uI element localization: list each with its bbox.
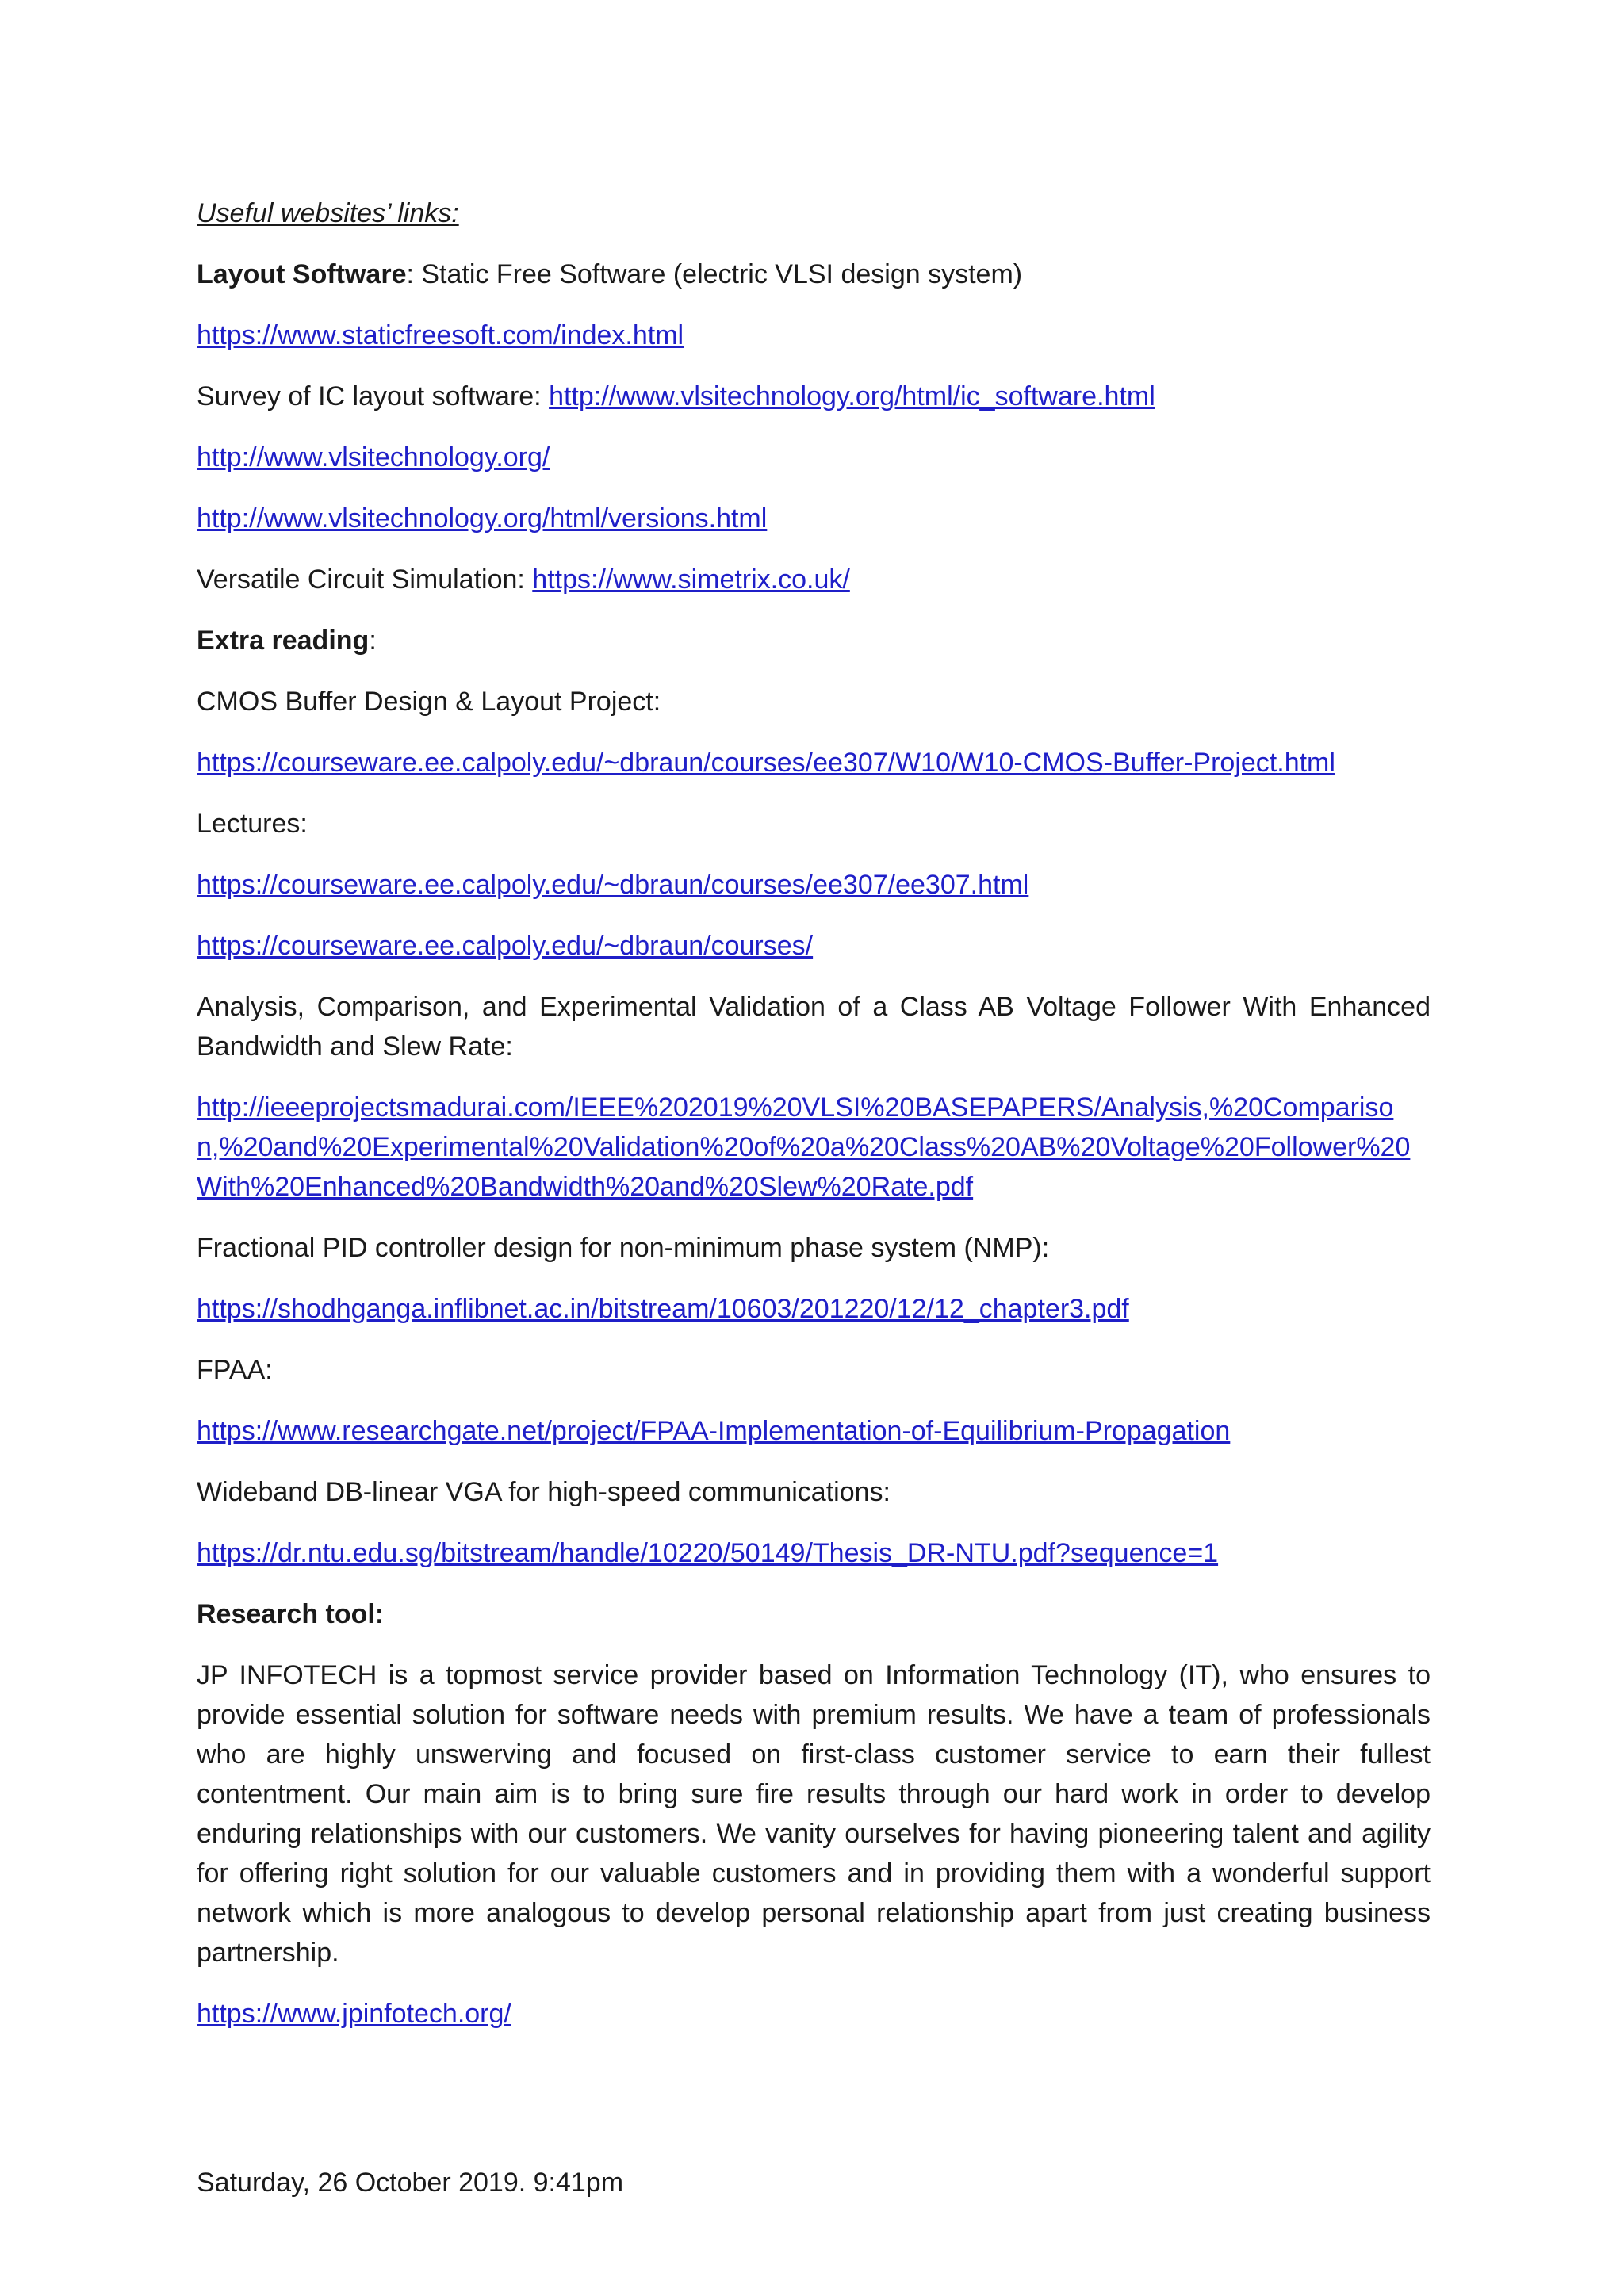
lectures-link-line-1 xyxy=(197,865,1431,905)
research-tool-label: Research tool: xyxy=(197,1599,385,1629)
simulation-line xyxy=(197,560,1431,599)
lectures-text: Lectures: xyxy=(197,809,308,839)
research-tool-paragraph xyxy=(197,1655,1431,1973)
class-ab-line xyxy=(197,987,1431,1066)
survey-line xyxy=(197,377,1431,416)
cmos-line xyxy=(197,682,1431,721)
versions-link[interactable]: http://www.vlsitechnology.org/html/versions.html xyxy=(197,503,768,534)
extra-reading-line xyxy=(197,621,1431,660)
jpinfotech-link[interactable]: https://www.jpinfotech.org/ xyxy=(197,1999,511,2029)
lectures-line xyxy=(197,804,1431,844)
lectures-link-line-2 xyxy=(197,926,1431,966)
simulation-text: Versatile Circuit Simulation: xyxy=(197,564,533,595)
cmos-buffer-link[interactable]: https://courseware.ee.calpoly.edu/~dbraun/courses/ee307/W10/W10-CMOS-Buffer-Project.html xyxy=(197,748,1335,778)
courses-link[interactable]: https://courseware.ee.calpoly.edu/~dbraun/courses/ xyxy=(197,931,814,961)
ntu-thesis-link[interactable]: https://dr.ntu.edu.sg/bitstream/handle/10220/50149/Thesis_DR-NTU.pdf?sequence=1 xyxy=(197,1538,1219,1568)
heading-text: Useful websites’ links: xyxy=(197,198,459,228)
researchgate-link[interactable]: https://www.researchgate.net/project/FPAA-Implementation-of-Equilibrium-Propagation xyxy=(197,1416,1231,1446)
vga-text: Wideband DB-linear VGA for high-speed communications: xyxy=(197,1477,891,1507)
vga-link-line xyxy=(197,1533,1431,1573)
vlsitechnology-link[interactable]: http://www.vlsitechnology.org/ xyxy=(197,442,550,473)
footer-date: Saturday, 26 October 2019. 9:41pm xyxy=(197,2168,624,2198)
extra-reading-label: Extra reading xyxy=(197,626,370,656)
layout-software-label: Layout Software xyxy=(197,259,407,289)
extra-reading-suffix: : xyxy=(369,626,377,656)
pid-text: Fractional PID controller design for non-minimum phase system (NMP): xyxy=(197,1233,1050,1263)
class-ab-link-line xyxy=(197,1088,1431,1207)
pid-link-line xyxy=(197,1289,1431,1329)
cmos-link-line xyxy=(197,743,1431,783)
shodhganga-link[interactable]: https://shodhganga.inflibnet.ac.in/bitstream/10603/201220/12/12_chapter3.pdf xyxy=(197,1294,1129,1324)
class-ab-link[interactable]: http://ieeeprojectsmadurai.com/IEEE%202019%20VLSI%20BASEPAPERS/Analysis,%20Comparison,%20and%20Experimental%20Validation%20of%20a%20Class%20AB%20Voltage%20Follower%20With%20Enhanced%20Bandwidth%20and%20Slew%20Rate.pdf xyxy=(197,1093,1411,1202)
jp-infotech-description: JP INFOTECH is a topmost service provider based on Information Technology (IT), who ensures to provide essential solution for software needs with premium results. We have a team of professionals who are highly unswerving and focused on first-class customer service to earn their fullest contentment. Our main aim is to bring sure fire results through our hard work in order to develop enduring relationships with our customers. We vanity ourselves for having pioneering talent and agility for offering right solution for our valuable customers and in providing them with a wonderful support network which is more analogous to develop personal relationship apart from just creating business partnership. xyxy=(197,1660,1431,1968)
ic-software-link[interactable]: http://www.vlsitechnology.org/html/ic_software.html xyxy=(549,381,1155,411)
jpinfotech-link-line xyxy=(197,1994,1431,2034)
fpaa-line xyxy=(197,1350,1431,1390)
layout-software-text: : Static Free Software (electric VLSI design system) xyxy=(406,259,1023,289)
document-body xyxy=(197,193,1431,2055)
vga-line xyxy=(197,1472,1431,1512)
staticfreesoft-line xyxy=(197,316,1431,355)
versions-line xyxy=(197,499,1431,538)
fpaa-link-line xyxy=(197,1411,1431,1451)
cmos-text: CMOS Buffer Design & Layout Project: xyxy=(197,687,661,717)
survey-text: Survey of IC layout software: xyxy=(197,381,550,411)
fpaa-text: FPAA: xyxy=(197,1355,273,1385)
simetrix-link[interactable]: https://www.simetrix.co.uk/ xyxy=(532,564,850,595)
useful-links-heading xyxy=(197,193,1431,233)
class-ab-text: Analysis, Comparison, and Experimental Validation of a Class AB Voltage Follower With Enhanced Bandwidth and Slew Rate: xyxy=(197,992,1431,1062)
pid-line xyxy=(197,1228,1431,1268)
ee307-link[interactable]: https://courseware.ee.calpoly.edu/~dbraun/courses/ee307/ee307.html xyxy=(197,870,1029,900)
layout-software-line xyxy=(197,254,1431,294)
research-tool-line xyxy=(197,1594,1431,1634)
vlsitechnology-line xyxy=(197,438,1431,477)
staticfreesoft-link[interactable]: https://www.staticfreesoft.com/index.html xyxy=(197,320,684,350)
